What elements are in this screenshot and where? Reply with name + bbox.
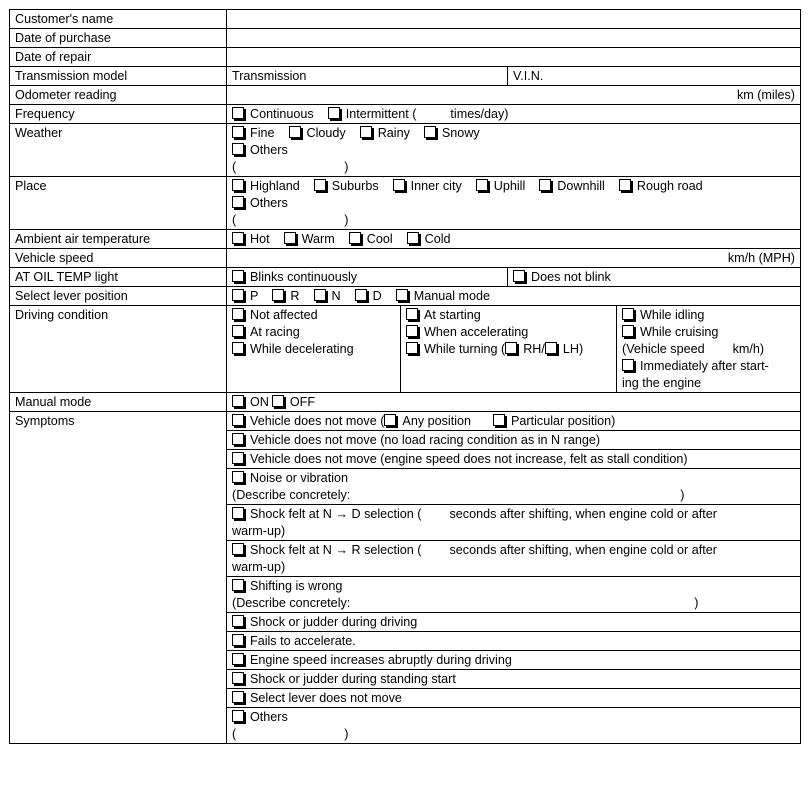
option-cool[interactable]: Cool [349,232,393,246]
row-transmission-model [10,67,801,86]
cruising-speed[interactable]: (Vehicle speed km/h) [622,342,765,356]
option-r[interactable]: R [272,289,299,303]
checkbox-icon[interactable] [232,179,244,191]
checkbox-icon[interactable] [272,395,284,407]
option-hot[interactable]: Hot [232,232,270,246]
option-continuous[interactable]: Continuous [232,107,314,121]
option-cold[interactable]: Cold [407,232,451,246]
label-place: Place [10,177,227,230]
checkbox-icon[interactable] [232,289,244,301]
checkbox-icon[interactable] [232,653,244,665]
checkbox-icon[interactable] [424,126,436,138]
checkbox-icon[interactable] [232,126,244,138]
row-customer-name [10,10,801,29]
ambient-options [227,230,801,249]
option-downhill[interactable]: Downhill [539,179,605,193]
oil-light-options [227,268,801,287]
option-inner-city[interactable]: Inner city [393,179,462,193]
row-oil-light [10,268,801,287]
checkbox-icon[interactable] [622,308,634,320]
option-not-affected[interactable]: Not affected [232,307,395,324]
transmission-vin-cell [227,67,801,86]
others-blank[interactable]: ( ) [232,213,349,227]
option-suburbs[interactable]: Suburbs [314,179,379,193]
symptoms-list [227,412,801,744]
label-driving: Driving condition [10,306,227,393]
checkbox-icon[interactable] [289,126,301,138]
row-vehicle-speed [10,249,801,268]
option-cloudy[interactable]: Cloudy [289,126,346,140]
checkbox-icon[interactable] [622,359,634,371]
option-rainy[interactable]: Rainy [360,126,410,140]
label-date-repair: Date of repair [10,48,227,67]
label-frequency: Frequency [10,105,227,124]
row-date-repair [10,48,801,67]
option-not-blink[interactable]: Does not blink [513,270,611,284]
symptom-not-move-1[interactable]: Vehicle does not move ( Any position Particular position) [227,412,800,431]
option-highland[interactable]: Highland [232,179,300,193]
symptom-lever-stuck[interactable]: Select lever does not move [227,689,800,708]
weather-options [227,124,801,177]
checkbox-icon[interactable] [622,325,634,337]
option-manual-mode[interactable]: Manual mode [396,289,490,303]
checkbox-icon[interactable] [272,289,284,301]
checkbox-icon[interactable] [619,179,631,191]
checkbox-icon[interactable] [232,543,244,555]
label-oil-light: AT OIL TEMP light [10,268,227,287]
option-n[interactable]: N [314,289,341,303]
label-odometer: Odometer reading [10,86,227,105]
option-while-turning[interactable]: While turning ( RH/ LH) [406,341,611,358]
option-snowy[interactable]: Snowy [424,126,480,140]
checkbox-icon[interactable] [407,232,419,244]
row-symptoms [10,412,801,744]
checkbox-icon[interactable] [476,179,488,191]
option-intermittent[interactable]: Intermittent ( times/day) [328,107,509,121]
checkbox-icon[interactable] [284,232,296,244]
checkbox-icon[interactable] [505,342,517,354]
inspection-form [9,9,801,744]
checkbox-icon[interactable] [232,107,244,119]
checkbox-icon[interactable] [314,179,326,191]
label-ambient: Ambient air temperature [10,230,227,249]
checkbox-icon[interactable] [493,414,505,426]
checkbox-icon[interactable] [232,395,244,407]
option-warm[interactable]: Warm [284,232,335,246]
label-manual-mode: Manual mode [10,393,227,412]
checkbox-icon[interactable] [384,414,396,426]
label-vehicle-speed: Vehicle speed [10,249,227,268]
field-date-repair[interactable] [227,48,801,67]
checkbox-icon[interactable] [232,615,244,627]
checkbox-icon[interactable] [232,342,244,354]
symptom-shock-driving[interactable]: Shock or judder during driving [227,613,800,632]
option-while-idling[interactable]: While idling [622,307,795,324]
field-date-purchase[interactable] [227,29,801,48]
option-uphill[interactable]: Uphill [476,179,526,193]
label-date-purchase: Date of purchase [10,29,227,48]
field-odometer[interactable] [227,86,801,105]
speed-unit: km/h (MPH) [727,251,795,265]
odometer-unit: km (miles) [736,88,795,102]
row-weather [10,124,801,177]
label-select-lever: Select lever position [10,287,227,306]
row-ambient [10,230,801,249]
checkbox-icon[interactable] [232,507,244,519]
label-customer-name: Customer's name [10,10,227,29]
checkbox-icon[interactable] [396,289,408,301]
option-when-accel[interactable]: When accelerating [406,324,611,341]
option-d[interactable]: D [355,289,382,303]
checkbox-icon[interactable] [232,634,244,646]
option-immediately[interactable]: Immediately after start- [622,358,795,375]
symptom-shifting-wrong[interactable]: Shifting is wrong (Describe concretely: ) [227,577,800,613]
row-odometer [10,86,801,105]
checkbox-icon[interactable] [513,270,525,282]
option-at-racing[interactable]: At racing [232,324,395,341]
place-options [227,177,801,230]
symptom-engine-speed[interactable]: Engine speed increases abruptly during driving [227,651,800,670]
checkbox-icon[interactable] [232,452,244,464]
row-date-purchase [10,29,801,48]
option-blinks[interactable]: Blinks continuously [232,270,357,284]
option-on[interactable]: ON [232,395,269,409]
symptom-noise[interactable]: Noise or vibration (Describe concretely: ) [227,469,800,505]
symptom-shock-nr[interactable]: Shock felt at N → R selection ( seconds after shifting, when engine cold or after warm-up) [227,541,800,577]
checkbox-icon[interactable] [355,289,367,301]
symptom-standing-start[interactable]: Shock or judder during standing start [227,670,800,689]
checkbox-icon[interactable] [232,691,244,703]
label-weather: Weather [10,124,227,177]
checkbox-icon[interactable] [232,433,244,445]
frequency-options [227,105,801,124]
checkbox-icon[interactable] [232,579,244,591]
checkbox-icon[interactable] [232,325,244,337]
symptom-not-move-3[interactable]: Vehicle does not move (engine speed does not increase, felt as stall condition) [227,450,800,469]
field-customer-name[interactable] [227,10,801,29]
option-rough-road[interactable]: Rough road [619,179,703,193]
option-fine[interactable]: Fine [232,126,275,140]
checkbox-icon[interactable] [406,342,418,354]
lever-options [227,287,801,306]
checkbox-icon[interactable] [232,308,244,320]
symptom-not-move-2[interactable]: Vehicle does not move (no load racing condition as in N range) [227,431,800,450]
symptom-fails-accel[interactable]: Fails to accelerate. [227,632,800,651]
symptom-others[interactable]: Others ( ) [227,708,800,744]
checkbox-icon[interactable] [232,672,244,684]
others-blank[interactable]: ( ) [232,160,349,174]
option-p[interactable]: P [232,289,258,303]
field-transmission[interactable]: Transmission [232,69,307,83]
row-manual-mode [10,393,801,412]
checkbox-icon[interactable] [232,270,244,282]
checkbox-icon[interactable] [232,414,244,426]
field-vehicle-speed[interactable] [227,249,801,268]
row-frequency [10,105,801,124]
checkbox-icon[interactable] [393,179,405,191]
option-off[interactable]: OFF [272,395,315,409]
checkbox-icon[interactable] [232,196,244,208]
option-while-cruising[interactable]: While cruising [622,324,795,341]
option-others[interactable]: Others [232,143,288,157]
driving-options: Not affected At racing While decelerating At starting When accelerating While turning ( RH/ LH) While idling While cruising (Vehicle speed km/h) Immediately after start- ing the engine [227,306,801,393]
checkbox-icon[interactable] [232,471,244,483]
row-place [10,177,801,230]
label-symptoms: Symptoms [10,412,227,744]
checkbox-icon[interactable] [360,126,372,138]
checkbox-icon[interactable] [232,232,244,244]
option-at-starting[interactable]: At starting [406,307,611,324]
checkbox-icon[interactable] [232,143,244,155]
checkbox-icon[interactable] [314,289,326,301]
checkbox-icon[interactable] [328,107,340,119]
checkbox-icon[interactable] [406,308,418,320]
label-transmission-model: Transmission model [10,67,227,86]
row-driving [10,306,801,393]
checkbox-icon[interactable] [349,232,361,244]
option-others[interactable]: Others [232,196,288,210]
checkbox-icon[interactable] [539,179,551,191]
manual-mode-options [227,393,801,412]
symptom-shock-nd[interactable]: Shock felt at N → D selection ( seconds after shifting, when engine cold or after warm-up) [227,505,800,541]
checkbox-icon[interactable] [545,342,557,354]
checkbox-icon[interactable] [232,710,244,722]
checkbox-icon[interactable] [406,325,418,337]
row-select-lever [10,287,801,306]
field-vin[interactable]: V.I.N. [508,67,801,85]
option-while-decel[interactable]: While decelerating [232,341,395,358]
